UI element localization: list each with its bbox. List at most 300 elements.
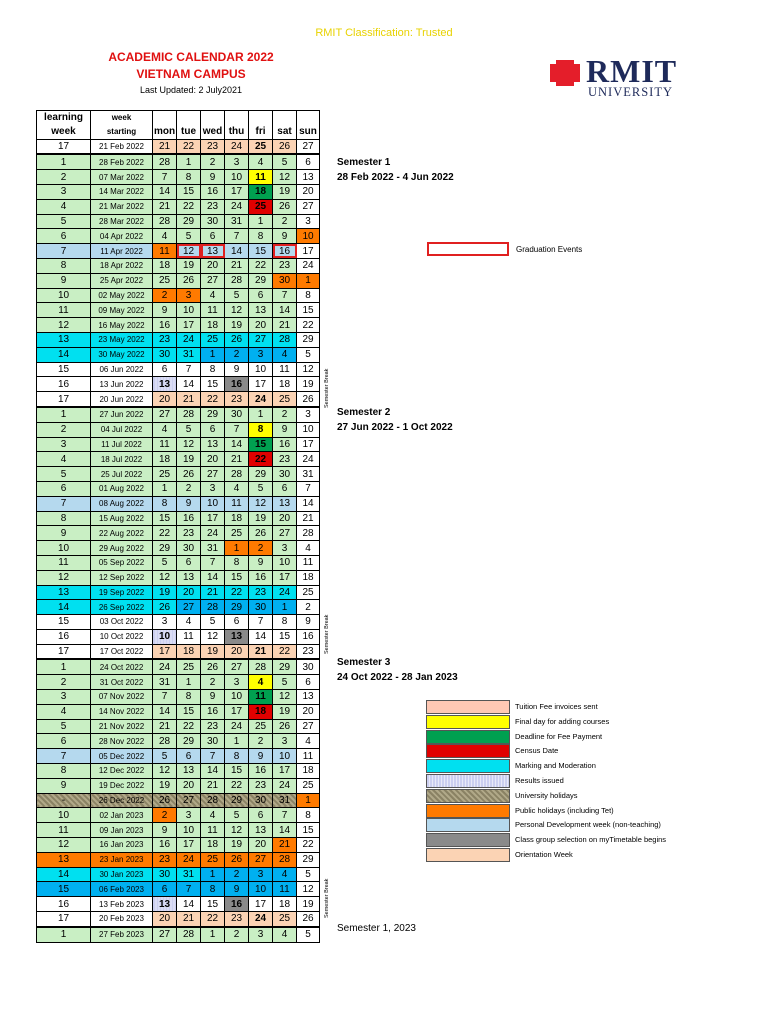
week-starting-cell: 17 Oct 2022 [91, 644, 153, 659]
day-cell: 23 [153, 332, 177, 347]
day-cell: 29 [177, 734, 201, 749]
day-cell: 4 [249, 675, 273, 690]
day-cell: 7 [297, 481, 320, 496]
day-cell: 23 [177, 526, 201, 541]
day-cell: 20 [273, 511, 297, 526]
day-cell: 1 [297, 793, 320, 808]
day-cell: 3 [177, 288, 201, 303]
day-cell: 1 [225, 541, 249, 556]
learning-week-cell: 12 [37, 570, 91, 585]
day-cell: 20 [249, 838, 273, 853]
week-starting-cell: 26 Sep 2022 [91, 600, 153, 615]
day-cell: 8 [201, 882, 225, 897]
semester-2-title: Semester 2 [337, 407, 391, 418]
day-cell: 14 [153, 704, 177, 719]
day-cell: 24 [249, 912, 273, 927]
semester-break-label: Semester Break [324, 614, 330, 654]
learning-week-cell: 7 [37, 749, 91, 764]
day-cell: 8 [177, 690, 201, 705]
day-cell: 13 [297, 690, 320, 705]
day-cell: 21 [201, 778, 225, 793]
day-cell: 27 [177, 793, 201, 808]
week-row [37, 526, 320, 541]
day-cell: 24 [225, 139, 249, 154]
day-cell: 5 [225, 808, 249, 823]
day-cell: 28 [177, 927, 201, 942]
day-cell: 26 [201, 659, 225, 674]
day-cell: 19 [177, 452, 201, 467]
day-cell: 25 [297, 778, 320, 793]
graduation-swatch [427, 242, 509, 256]
day-cell: 19 [225, 838, 249, 853]
week-starting-cell: 03 Oct 2022 [91, 615, 153, 630]
day-cell: 1 [153, 481, 177, 496]
day-cell: 11 [297, 749, 320, 764]
calendar-title: ACADEMIC CALENDAR 2022 [108, 50, 274, 64]
day-cell: 4 [249, 154, 273, 169]
day-cell: 5 [201, 615, 225, 630]
day-cell: 3 [249, 927, 273, 942]
day-cell: 30 [273, 467, 297, 482]
day-cell: 27 [249, 332, 273, 347]
day-cell: 25 [297, 585, 320, 600]
week-row [37, 184, 320, 199]
day-cell: 31 [177, 867, 201, 882]
day-cell: 10 [225, 690, 249, 705]
week-starting-cell: 05 Sep 2022 [91, 555, 153, 570]
day-cell: 17 [201, 511, 225, 526]
day-cell: 9 [225, 882, 249, 897]
day-cell: 29 [297, 852, 320, 867]
week-starting-cell: 24 Oct 2022 [91, 659, 153, 674]
week-row [37, 600, 320, 615]
day-cell: 2 [225, 347, 249, 362]
legend-swatch [426, 759, 510, 773]
week-starting-cell: 18 Jul 2022 [91, 452, 153, 467]
learning-week-cell: 6 [37, 734, 91, 749]
day-cell: 1 [177, 154, 201, 169]
day-cell: 21 [153, 719, 177, 734]
week-starting-cell: 28 Nov 2022 [91, 734, 153, 749]
day-cell: 13 [297, 170, 320, 185]
day-cell: 16 [225, 377, 249, 392]
day-cell: 5 [177, 229, 201, 244]
day-cell: 13 [177, 764, 201, 779]
day-cell: 11 [249, 170, 273, 185]
day-cell: 24 [153, 659, 177, 674]
day-cell: 4 [273, 867, 297, 882]
day-cell: 26 [249, 526, 273, 541]
week-starting-cell: 27 Jun 2022 [91, 407, 153, 422]
day-cell: 27 [201, 273, 225, 288]
day-cell: 5 [153, 555, 177, 570]
day-cell: 15 [273, 629, 297, 644]
day-cell: 17 [297, 437, 320, 452]
logo-subtext: UNIVERSITY [588, 85, 673, 99]
day-cell: 21 [273, 838, 297, 853]
header-cell: tue [177, 125, 201, 139]
day-cell: 11 [297, 555, 320, 570]
day-cell: 13 [153, 897, 177, 912]
day-cell: 18 [177, 644, 201, 659]
day-cell: 7 [201, 749, 225, 764]
learning-week-cell: 14 [37, 867, 91, 882]
day-cell: 30 [249, 600, 273, 615]
legend-swatch [426, 715, 510, 729]
day-cell: 14 [201, 570, 225, 585]
day-cell: 26 [273, 719, 297, 734]
header-cell [297, 111, 320, 125]
day-cell: 6 [201, 422, 225, 437]
day-cell: 14 [273, 303, 297, 318]
header-cell [249, 111, 273, 125]
week-starting-cell: 14 Mar 2022 [91, 184, 153, 199]
day-cell: 13 [201, 244, 225, 259]
week-row [37, 719, 320, 734]
legend-label: Class group selection on myTimetable begins [515, 835, 667, 845]
week-row [37, 288, 320, 303]
day-cell: 17 [177, 318, 201, 333]
legend-swatch [426, 744, 510, 758]
day-cell: 24 [177, 852, 201, 867]
week-starting-cell: 31 Oct 2022 [91, 675, 153, 690]
day-cell: 8 [201, 362, 225, 377]
day-cell: 2 [153, 288, 177, 303]
day-cell: 19 [249, 511, 273, 526]
day-cell: 19 [225, 318, 249, 333]
day-cell: 17 [177, 838, 201, 853]
week-row [37, 570, 320, 585]
learning-week-cell: 6 [37, 229, 91, 244]
day-cell: 5 [297, 347, 320, 362]
day-cell: 22 [177, 139, 201, 154]
day-cell: 21 [249, 644, 273, 659]
classification-label: RMIT Classification: Trusted [315, 27, 453, 39]
graduation-label: Graduation Events [516, 245, 583, 254]
legend-label: Personal Development week (non-teaching) [515, 820, 661, 830]
day-cell: 8 [177, 170, 201, 185]
week-starting-cell: 30 Jan 2023 [91, 867, 153, 882]
day-cell: 23 [273, 258, 297, 273]
week-starting-cell: 04 Apr 2022 [91, 229, 153, 244]
day-cell: 18 [297, 764, 320, 779]
day-cell: 18 [297, 570, 320, 585]
day-cell: 22 [249, 452, 273, 467]
day-cell: 29 [153, 541, 177, 556]
legend-label: Census Date [515, 746, 559, 756]
day-cell: 22 [177, 719, 201, 734]
day-cell: 22 [225, 778, 249, 793]
day-cell: 4 [153, 422, 177, 437]
day-cell: 9 [249, 555, 273, 570]
week-starting-cell: 23 Jan 2023 [91, 852, 153, 867]
day-cell: 20 [201, 452, 225, 467]
day-cell: 15 [201, 377, 225, 392]
day-cell: 3 [225, 154, 249, 169]
week-starting-cell: 20 Feb 2023 [91, 912, 153, 927]
day-cell: 11 [201, 303, 225, 318]
day-cell: 20 [177, 585, 201, 600]
day-cell: 11 [153, 437, 177, 452]
day-cell: 14 [297, 496, 320, 511]
day-cell: 3 [177, 808, 201, 823]
week-starting-cell: 23 May 2022 [91, 332, 153, 347]
learning-week-cell: 11 [37, 823, 91, 838]
week-starting-cell: 11 Apr 2022 [91, 244, 153, 259]
day-cell: 11 [177, 629, 201, 644]
day-cell: 12 [225, 303, 249, 318]
day-cell: 25 [177, 659, 201, 674]
day-cell: 8 [225, 555, 249, 570]
week-starting-cell: 16 Jan 2023 [91, 838, 153, 853]
week-starting-cell: 13 Jun 2022 [91, 377, 153, 392]
week-starting-cell: 02 May 2022 [91, 288, 153, 303]
header-cell: fri [249, 125, 273, 139]
day-cell: 11 [273, 362, 297, 377]
week-starting-cell: 11 Jul 2022 [91, 437, 153, 452]
day-cell: 18 [273, 897, 297, 912]
day-cell: 12 [177, 244, 201, 259]
day-cell: 6 [297, 154, 320, 169]
day-cell: 18 [201, 838, 225, 853]
day-cell: 9 [273, 422, 297, 437]
week-row [37, 392, 320, 407]
day-cell: 19 [153, 778, 177, 793]
day-cell: 2 [177, 481, 201, 496]
day-cell: 2 [201, 154, 225, 169]
day-cell: 16 [249, 570, 273, 585]
week-row [37, 659, 320, 674]
day-cell: 15 [201, 897, 225, 912]
last-updated: Last Updated: 2 July2021 [139, 85, 243, 95]
day-cell: 22 [177, 199, 201, 214]
day-cell: 21 [153, 139, 177, 154]
week-starting-cell: 21 Feb 2022 [91, 139, 153, 154]
day-cell: 25 [273, 912, 297, 927]
day-cell: 7 [249, 615, 273, 630]
day-cell: 7 [225, 422, 249, 437]
day-cell: 16 [225, 897, 249, 912]
learning-week-cell: 17 [37, 644, 91, 659]
day-cell: 25 [225, 526, 249, 541]
semester-1-2023: Semester 1, 2023 [337, 923, 416, 934]
week-starting-cell: 09 Jan 2023 [91, 823, 153, 838]
day-cell: 1 [201, 867, 225, 882]
day-cell: 9 [249, 749, 273, 764]
day-cell: 24 [177, 332, 201, 347]
day-cell: 14 [225, 244, 249, 259]
day-cell: 27 [225, 659, 249, 674]
week-starting-cell: 22 Aug 2022 [91, 526, 153, 541]
week-row [37, 422, 320, 437]
header-cell: mon [153, 126, 176, 138]
day-cell: 21 [177, 392, 201, 407]
semester-1-dates: 28 Feb 2022 - 4 Jun 2022 [337, 172, 454, 183]
learning-week-cell: 2 [37, 422, 91, 437]
day-cell: 28 [225, 467, 249, 482]
day-cell: 3 [249, 867, 273, 882]
rmit-pixel-icon [548, 58, 582, 88]
day-cell: 17 [225, 184, 249, 199]
header-cell: wed [201, 125, 225, 139]
learning-week-cell: 12 [37, 318, 91, 333]
week-starting-cell: 25 Apr 2022 [91, 273, 153, 288]
day-cell: 4 [201, 808, 225, 823]
learning-week-cell: 2 [37, 675, 91, 690]
legend-swatch [426, 774, 510, 788]
day-cell: 29 [249, 273, 273, 288]
day-cell: 10 [297, 422, 320, 437]
day-cell: 18 [225, 511, 249, 526]
legend-label: Marking and Moderation [515, 761, 596, 771]
day-cell: 14 [153, 184, 177, 199]
day-cell: 6 [273, 481, 297, 496]
day-cell: 23 [225, 912, 249, 927]
day-cell: 14 [249, 629, 273, 644]
day-cell: 10 [201, 496, 225, 511]
learning-week-cell: 1 [37, 927, 91, 942]
day-cell: 19 [153, 585, 177, 600]
day-cell: 28 [153, 154, 177, 169]
week-row [37, 214, 320, 229]
day-cell: 14 [177, 897, 201, 912]
learning-week-cell: 1 [37, 407, 91, 422]
rmit-logo [548, 55, 688, 100]
day-cell: 31 [201, 541, 225, 556]
day-cell: 26 [177, 273, 201, 288]
day-cell: 27 [273, 526, 297, 541]
day-cell: 4 [273, 927, 297, 942]
day-cell: 27 [177, 600, 201, 615]
week-starting-cell: 14 Nov 2022 [91, 704, 153, 719]
day-cell: 9 [201, 170, 225, 185]
learning-week-cell: 17 [37, 912, 91, 927]
day-cell: 29 [177, 214, 201, 229]
day-cell: 30 [201, 734, 225, 749]
day-cell: 17 [153, 644, 177, 659]
learning-week-cell: 16 [37, 377, 91, 392]
day-cell: 28 [153, 734, 177, 749]
day-cell: 2 [249, 734, 273, 749]
day-cell: 15 [225, 764, 249, 779]
day-cell: 9 [273, 229, 297, 244]
day-cell: 20 [177, 778, 201, 793]
day-cell: 23 [201, 199, 225, 214]
day-cell: 9 [201, 690, 225, 705]
week-row [37, 303, 320, 318]
day-cell: 13 [273, 496, 297, 511]
day-cell: 25 [273, 392, 297, 407]
day-cell: 21 [225, 452, 249, 467]
day-cell: 2 [153, 808, 177, 823]
header-cell: thu [225, 125, 249, 139]
day-cell: 24 [225, 719, 249, 734]
day-cell: 31 [225, 214, 249, 229]
day-cell: 9 [153, 823, 177, 838]
week-starting-cell: 01 Aug 2022 [91, 481, 153, 496]
day-cell: 4 [297, 734, 320, 749]
day-cell: 1 [249, 407, 273, 422]
week-row [37, 852, 320, 867]
week-starting-cell: 30 May 2022 [91, 347, 153, 362]
day-cell: 17 [297, 244, 320, 259]
day-cell: 15 [249, 244, 273, 259]
learning-week-cell: 11 [37, 555, 91, 570]
day-cell: 29 [297, 332, 320, 347]
day-cell: 7 [273, 808, 297, 823]
semester-1-title: Semester 1 [337, 157, 391, 168]
day-cell: 16 [153, 318, 177, 333]
day-cell: 13 [201, 437, 225, 452]
day-cell: 23 [201, 719, 225, 734]
learning-week-cell: 13 [37, 852, 91, 867]
learning-week-cell: 10 [37, 808, 91, 823]
header-cell [201, 111, 225, 125]
day-cell: 24 [249, 392, 273, 407]
legend-swatch [426, 789, 510, 803]
learning-week-cell: 5 [37, 467, 91, 482]
day-cell: 8 [297, 808, 320, 823]
learning-week-cell: 3 [37, 184, 91, 199]
day-cell: 27 [249, 852, 273, 867]
learning-week-cell: 7 [37, 244, 91, 259]
day-cell: 10 [177, 823, 201, 838]
header-cell: learning [37, 111, 91, 125]
learning-week-cell: 1 [37, 154, 91, 169]
day-cell: 3 [273, 541, 297, 556]
day-cell: 11 [201, 823, 225, 838]
day-cell: 22 [153, 526, 177, 541]
day-cell: 30 [201, 214, 225, 229]
day-cell: 30 [177, 541, 201, 556]
learning-week-cell: 9 [37, 778, 91, 793]
day-cell: 15 [177, 704, 201, 719]
day-cell: 16 [297, 629, 320, 644]
week-starting-cell: 07 Nov 2022 [91, 690, 153, 705]
day-cell: 26 [225, 852, 249, 867]
week-starting-cell: 16 May 2022 [91, 318, 153, 333]
week-row [37, 793, 320, 808]
week-starting-cell: 15 Aug 2022 [91, 511, 153, 526]
day-cell: 8 [249, 229, 273, 244]
learning-week-cell: 15 [37, 362, 91, 377]
day-cell: 27 [297, 139, 320, 154]
day-cell: 28 [273, 852, 297, 867]
day-cell: 31 [297, 467, 320, 482]
week-row [37, 170, 320, 185]
week-row [37, 615, 320, 630]
learning-week-cell: 8 [37, 511, 91, 526]
learning-week-cell: 4 [37, 452, 91, 467]
week-row [37, 927, 320, 942]
week-starting-cell: 05 Dec 2022 [91, 749, 153, 764]
day-cell: 17 [273, 570, 297, 585]
day-cell: 1 [201, 347, 225, 362]
day-cell: 6 [177, 555, 201, 570]
day-cell: 16 [201, 704, 225, 719]
day-cell: 23 [225, 392, 249, 407]
header-row [37, 111, 320, 125]
week-starting-cell: 27 Feb 2023 [91, 927, 153, 942]
day-cell: 10 [225, 170, 249, 185]
day-cell: 12 [273, 690, 297, 705]
day-cell: 24 [273, 585, 297, 600]
day-cell: 6 [177, 749, 201, 764]
campus-title: VIETNAM CAMPUS [136, 67, 246, 81]
week-row [37, 452, 320, 467]
week-starting-cell: 21 Nov 2022 [91, 719, 153, 734]
week-starting-cell: 19 Sep 2022 [91, 585, 153, 600]
